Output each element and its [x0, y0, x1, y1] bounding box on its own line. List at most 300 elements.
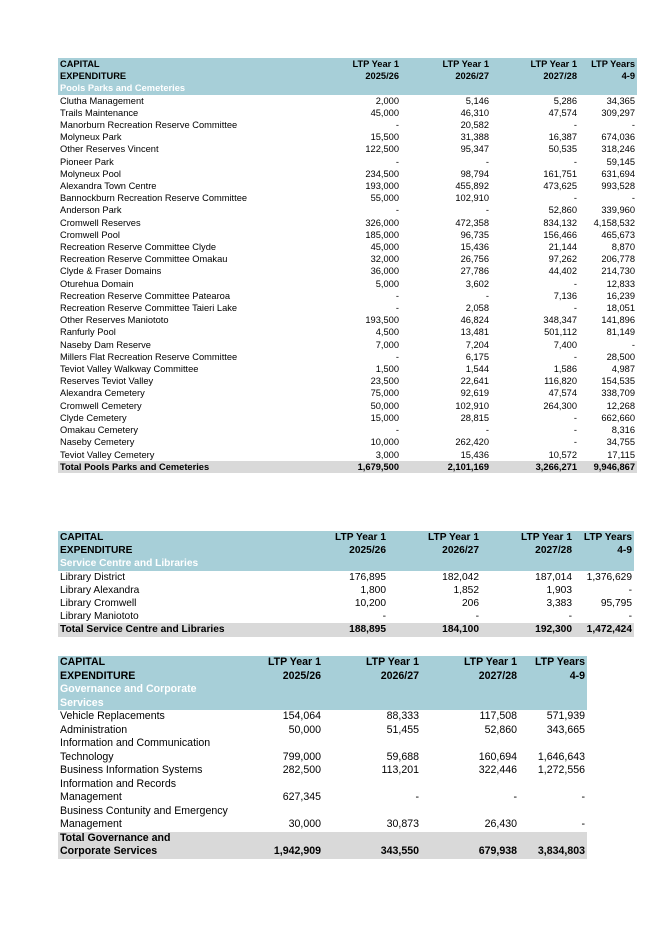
- row-label: Omakau Cemetery: [60, 425, 139, 436]
- table-row: [58, 290, 637, 302]
- total-value: 1,679,500: [270, 461, 401, 473]
- row-value: -: [573, 120, 577, 131]
- row-value: 16,387: [548, 132, 577, 143]
- row-value: 182,042: [442, 571, 479, 583]
- category-row: [58, 82, 637, 94]
- table-row: [58, 751, 587, 765]
- row-value: 113,201: [381, 764, 419, 776]
- table-row: [58, 204, 637, 216]
- row-value: 117,508: [479, 710, 517, 722]
- row-value: -: [573, 437, 577, 448]
- header-year-col4: 4-9: [579, 70, 637, 82]
- table-row: [58, 95, 637, 107]
- table-row: [58, 387, 637, 399]
- row-value: 50,535: [548, 144, 577, 155]
- total-value: 188,895: [258, 623, 388, 636]
- row-value: -: [631, 120, 635, 131]
- row-label: Manorburn Recreation Reserve Committee: [60, 120, 238, 131]
- row-value: 206,778: [601, 254, 635, 265]
- header-col1: LTP Year 1: [258, 531, 388, 544]
- row-label: Naseby Dam Reserve: [60, 339, 151, 350]
- table-row: [58, 724, 587, 738]
- row-value: 44,402: [548, 266, 577, 277]
- total-value: 192,300: [481, 623, 574, 636]
- row-label: Cromwell Cemetery: [60, 400, 142, 411]
- row-value: -: [485, 205, 489, 216]
- table-row-label-line: [58, 737, 587, 751]
- row-value: 4,987: [611, 364, 635, 375]
- header-year-col1: 2025/26: [258, 670, 323, 684]
- row-value: 7,136: [553, 290, 577, 301]
- row-value: -: [395, 351, 399, 362]
- category-row: [58, 557, 634, 570]
- row-label: Reserves Teviot Valley: [60, 376, 154, 387]
- row-value: 993,528: [601, 181, 635, 192]
- row-value: -: [415, 791, 419, 803]
- row-value: 4,158,532: [593, 217, 635, 228]
- row-value: -: [485, 156, 489, 167]
- table-row: [58, 339, 637, 351]
- header-col3: LTP Year 1: [491, 58, 579, 70]
- header-year-col4: 4-9: [519, 670, 587, 684]
- table-row: [58, 119, 637, 131]
- header-col1: LTP Year 1: [270, 58, 401, 70]
- table-row: [58, 363, 637, 375]
- row-label: Administration: [60, 723, 128, 736]
- row-value: 1,376,629: [586, 571, 632, 583]
- table-row: [58, 375, 637, 387]
- header-year-col3: 2027/28: [421, 670, 519, 684]
- row-value: 571,939: [546, 710, 585, 722]
- row-value: 6,175: [465, 351, 489, 362]
- row-label: Recreation Reserve Committee Patearoa: [60, 290, 231, 301]
- row-value: -: [485, 425, 489, 436]
- row-value: 5,286: [553, 95, 577, 106]
- row-label: Cromwell Pool: [60, 229, 120, 240]
- row-value: -: [631, 193, 635, 204]
- row-label: Business Information Systems: [60, 764, 203, 776]
- row-value: 96,735: [460, 229, 489, 240]
- row-label: Management: [60, 791, 122, 803]
- total-label: Total Pools Parks and Cemeteries: [58, 461, 270, 473]
- header-capital: CAPITAL: [58, 656, 258, 670]
- category-label: Service Centre and Libraries: [58, 557, 634, 570]
- row-value: 97,262: [548, 254, 577, 265]
- row-value: 20,582: [460, 120, 489, 131]
- header-year-col1: 2025/26: [258, 544, 388, 557]
- header-year-col1: 2025/26: [270, 70, 401, 82]
- row-value: 156,466: [543, 229, 577, 240]
- row-value: 1,800: [360, 584, 386, 596]
- table-row: [58, 314, 637, 326]
- row-value: -: [382, 611, 386, 623]
- row-value: 28,815: [460, 412, 489, 423]
- table-row: [58, 278, 637, 290]
- row-value: 1,500: [375, 364, 399, 375]
- row-label: Clutha Management: [60, 95, 144, 106]
- total-value: 679,938: [421, 845, 519, 859]
- header-year-col4: 4-9: [574, 544, 634, 557]
- row-value: 92,619: [460, 388, 489, 399]
- row-value: -: [395, 425, 399, 436]
- table-row: [58, 229, 637, 241]
- row-value: 15,436: [460, 242, 489, 253]
- row-label: Millers Flat Recreation Reserve Committee: [60, 351, 238, 362]
- row-value: -: [395, 290, 399, 301]
- category-row: [58, 697, 587, 711]
- row-value: 8,316: [611, 425, 635, 436]
- row-value: 12,833: [606, 278, 635, 289]
- row-value: 1,272,556: [537, 764, 585, 776]
- pools-parks-cemeteries-table: [58, 58, 637, 473]
- row-label: Vehicle Replacements: [60, 710, 165, 722]
- header-col4: LTP Years: [519, 656, 587, 670]
- row-label: Library Alexandra: [60, 584, 140, 596]
- total-value: 9,946,867: [579, 461, 637, 473]
- row-value: 12,268: [606, 400, 635, 411]
- row-value: 5,146: [465, 95, 489, 106]
- row-value: 55,000: [370, 193, 399, 204]
- row-value: 234,500: [365, 168, 399, 179]
- row-value: 32,000: [370, 254, 399, 265]
- header-capital: CAPITAL: [58, 531, 258, 544]
- table-row: [58, 710, 587, 724]
- row-value: 46,824: [460, 315, 489, 326]
- row-value: 3,602: [465, 278, 489, 289]
- header-col4: LTP Years: [579, 58, 637, 70]
- row-label: Oturehua Domain: [60, 278, 134, 289]
- row-value: -: [513, 791, 517, 803]
- row-value: 7,000: [375, 339, 399, 350]
- row-value: -: [395, 120, 399, 131]
- header-col4: LTP Years: [574, 531, 634, 544]
- row-value: -: [395, 205, 399, 216]
- header-year-col2: 2026/27: [388, 544, 481, 557]
- row-value: -: [568, 611, 572, 623]
- row-label: Cromwell Reserves: [60, 217, 141, 228]
- header-col3: LTP Year 1: [421, 656, 519, 670]
- table-header-row: [58, 544, 634, 557]
- table-header-row: [58, 531, 634, 544]
- row-value: 59,145: [606, 156, 635, 167]
- row-value: 343,665: [546, 723, 585, 736]
- row-value: 26,430: [484, 818, 517, 830]
- table-row: [58, 302, 637, 314]
- row-value: 262,420: [455, 437, 489, 448]
- row-value: 214,730: [601, 266, 635, 277]
- row-value: 473,625: [543, 181, 577, 192]
- row-value: 339,960: [601, 205, 635, 216]
- row-value: 472,358: [455, 217, 489, 228]
- row-value: 30,000: [288, 818, 321, 830]
- row-value: 21,144: [548, 242, 577, 253]
- row-value: -: [628, 584, 632, 596]
- header-col2: LTP Year 1: [401, 58, 491, 70]
- row-label: Management: [60, 818, 122, 830]
- row-value: 17,115: [607, 449, 635, 460]
- row-value: 45,000: [370, 242, 399, 253]
- row-value: 2,058: [465, 303, 489, 314]
- table-row: [58, 597, 634, 610]
- row-value: 1,646,643: [537, 750, 585, 763]
- row-value: 45,000: [370, 107, 399, 118]
- table-row: [58, 449, 637, 461]
- row-value: 264,300: [543, 400, 577, 411]
- header-year-col3: 2027/28: [491, 70, 579, 82]
- table-row-label-line: [58, 805, 587, 819]
- row-label: Molyneux Park: [60, 132, 122, 143]
- row-label: Recreation Reserve Committee Omakau: [60, 254, 228, 265]
- row-value: 326,000: [365, 217, 399, 228]
- total-value: 343,550: [323, 845, 421, 859]
- row-value: 95,347: [460, 144, 489, 155]
- row-value: -: [475, 611, 479, 623]
- row-value: 662,660: [601, 412, 635, 423]
- row-label: Molyneux Pool: [60, 168, 121, 179]
- row-label: Ranfurly Pool: [60, 327, 116, 338]
- row-value: 27,786: [460, 266, 489, 277]
- row-value: 1,586: [553, 364, 577, 375]
- row-value: -: [581, 818, 585, 830]
- row-value: 116,820: [544, 376, 577, 387]
- row-value: 31,388: [460, 132, 489, 143]
- row-value: 176,895: [349, 571, 386, 583]
- row-value: 102,910: [455, 193, 489, 204]
- row-value: 95,795: [600, 598, 632, 610]
- row-value: 154,064: [282, 710, 321, 722]
- total-label: Corporate Services: [58, 845, 258, 859]
- table-row: [58, 584, 634, 597]
- row-value: -: [573, 303, 577, 314]
- table-row: [58, 168, 637, 180]
- row-value: 16,239: [606, 290, 635, 301]
- row-value: 7,400: [553, 339, 577, 350]
- row-value: 161,751: [543, 168, 577, 179]
- row-label: Anderson Park: [60, 205, 122, 216]
- row-value: 348,347: [543, 315, 577, 326]
- row-value: 102,910: [455, 400, 489, 411]
- row-value: 187,014: [535, 571, 572, 583]
- row-value: 122,500: [365, 144, 399, 155]
- row-label: Alexandra Cemetery: [60, 388, 145, 399]
- row-value: 47,574: [548, 107, 577, 118]
- row-value: 81,149: [606, 327, 635, 338]
- header-expenditure: EXPENDITURE: [58, 670, 258, 684]
- row-value: -: [395, 303, 399, 314]
- row-value: 10,200: [354, 598, 386, 610]
- row-value: 52,860: [548, 205, 577, 216]
- row-value: 13,481: [460, 327, 489, 338]
- row-value: -: [573, 156, 577, 167]
- row-value: 34,365: [606, 95, 635, 106]
- row-value: 206: [462, 598, 479, 610]
- row-value: 501,112: [544, 327, 577, 338]
- row-value: -: [631, 339, 635, 350]
- row-value: 50,000: [370, 400, 399, 411]
- row-value: 15,000: [370, 412, 399, 423]
- row-value: -: [395, 156, 399, 167]
- row-value: 799,000: [282, 750, 321, 763]
- header-year-col2: 2026/27: [323, 670, 421, 684]
- row-label: Teviot Valley Walkway Committee: [60, 364, 199, 375]
- category-label-line1: Governance and Corporate: [58, 683, 587, 697]
- row-value: 318,246: [601, 144, 635, 155]
- row-value: 34,755: [606, 437, 635, 448]
- header-year-col2: 2026/27: [401, 70, 491, 82]
- table-row: [58, 610, 634, 623]
- header-col1: LTP Year 1: [258, 656, 323, 670]
- row-label: Pioneer Park: [60, 156, 114, 167]
- row-value: 28,500: [606, 351, 635, 362]
- row-value: -: [581, 791, 585, 803]
- row-value: 674,036: [601, 132, 635, 143]
- row-label: Recreation Reserve Committee Taieri Lake: [60, 303, 238, 314]
- table-row: [58, 326, 637, 338]
- total-label: Total Governance and: [58, 832, 587, 846]
- table-row: [58, 351, 637, 363]
- row-label: Clyde & Fraser Domains: [60, 266, 162, 277]
- row-value: 88,333: [386, 710, 419, 722]
- row-value: 10,572: [548, 449, 577, 460]
- row-label: Library Cromwell: [60, 598, 137, 610]
- service-centre-libraries-table: [58, 531, 634, 637]
- table-row: [58, 764, 587, 778]
- row-value: 5,000: [375, 278, 399, 289]
- row-label: Trails Maintenance: [60, 107, 139, 118]
- header-capital: CAPITAL: [58, 58, 270, 70]
- header-col2: LTP Year 1: [388, 531, 481, 544]
- category-row: [58, 683, 587, 697]
- total-label: Total Service Centre and Libraries: [58, 623, 258, 636]
- row-value: 282,500: [282, 764, 321, 776]
- total-value: 184,100: [388, 623, 481, 636]
- row-value: 75,000: [370, 388, 399, 399]
- row-label: Teviot Valley Cemetery: [60, 449, 155, 460]
- row-value: -: [573, 193, 577, 204]
- table-row: [58, 265, 637, 277]
- header-col3: LTP Year 1: [481, 531, 574, 544]
- table-row: [58, 412, 637, 424]
- row-label: Alexandra Town Centre: [60, 181, 157, 192]
- total-row: [58, 845, 587, 859]
- row-value: 36,000: [370, 266, 399, 277]
- governance-corporate-table: [58, 656, 587, 859]
- table-row: [58, 131, 637, 143]
- row-value: 47,574: [548, 388, 577, 399]
- row-value: -: [573, 351, 577, 362]
- table-row: [58, 424, 637, 436]
- row-value: 154,535: [601, 376, 635, 387]
- row-label: Naseby Cemetery: [60, 437, 135, 448]
- table-row: [58, 818, 587, 832]
- total-value: 3,834,803: [519, 845, 587, 859]
- row-value: 338,709: [601, 388, 635, 399]
- header-expenditure: EXPENDITURE: [58, 544, 258, 557]
- row-value: 59,688: [386, 750, 419, 763]
- header-col2: LTP Year 1: [323, 656, 421, 670]
- row-label: Bannockburn Recreation Reserve Committee: [60, 193, 248, 204]
- row-value: 46,310: [460, 107, 489, 118]
- row-value: -: [628, 611, 632, 623]
- row-value: 15,436: [460, 449, 489, 460]
- row-value: 627,345: [282, 791, 321, 803]
- table-row-label-line: [58, 778, 587, 792]
- row-value: 1,544: [465, 364, 489, 375]
- total-value: 2,101,169: [401, 461, 491, 473]
- table-row: [58, 107, 637, 119]
- row-value: 455,892: [455, 181, 489, 192]
- row-value: 1,903: [546, 584, 572, 596]
- row-value: 141,896: [601, 315, 635, 326]
- table-row: [58, 143, 637, 155]
- row-label: Library Maniototo: [60, 611, 139, 623]
- row-value: -: [573, 412, 577, 423]
- row-value: 51,455: [386, 723, 419, 736]
- total-value: 1,472,424: [574, 623, 634, 636]
- table-row: [58, 400, 637, 412]
- row-value: 26,756: [460, 254, 489, 265]
- row-value: 10,000: [370, 437, 399, 448]
- row-value: 7,204: [465, 339, 489, 350]
- row-label: Business Contunity and Emergency: [60, 804, 228, 817]
- row-value: 193,500: [365, 315, 399, 326]
- row-label: Clyde Cemetery: [60, 412, 127, 423]
- row-label: Information and Records: [60, 777, 177, 790]
- table-row: [58, 156, 637, 168]
- table-row: [58, 253, 637, 265]
- total-row: [58, 461, 637, 473]
- row-value: -: [573, 425, 577, 436]
- table-header-row: [58, 70, 637, 82]
- row-label: Other Reserves Vincent: [60, 144, 159, 155]
- row-value: 3,000: [375, 449, 399, 460]
- category-label-line2: Services: [58, 697, 587, 711]
- row-value: -: [573, 278, 577, 289]
- table-header-row: [58, 656, 587, 670]
- row-label: Other Reserves Maniototo: [60, 315, 169, 326]
- row-value: 98,794: [460, 168, 489, 179]
- row-value: 18,051: [606, 303, 635, 314]
- row-value: 23,500: [370, 376, 399, 387]
- total-row: [58, 623, 634, 636]
- row-value: 160,694: [478, 750, 517, 763]
- row-value: 834,132: [543, 217, 577, 228]
- row-value: 2,000: [375, 95, 399, 106]
- table-header-row: [58, 58, 637, 70]
- row-value: 4,500: [375, 327, 399, 338]
- total-value: 1,942,909: [258, 845, 323, 859]
- row-value: 3,383: [546, 598, 572, 610]
- row-value: 22,641: [460, 376, 489, 387]
- row-label: Information and Communication: [60, 737, 211, 749]
- total-value: 3,266,271: [491, 461, 579, 473]
- row-value: 15,500: [370, 132, 399, 143]
- row-label: Library District: [60, 571, 126, 583]
- row-value: 8,870: [611, 242, 635, 253]
- row-value: 465,673: [601, 229, 635, 240]
- row-value: 30,873: [386, 818, 419, 830]
- table-row: [58, 192, 637, 204]
- row-value: 309,297: [601, 107, 635, 118]
- row-value: 1,852: [453, 584, 479, 596]
- row-value: 631,694: [601, 168, 635, 179]
- table-header-row: [58, 670, 587, 684]
- row-value: -: [485, 290, 489, 301]
- row-value: 52,860: [484, 723, 517, 736]
- header-expenditure: EXPENDITURE: [58, 70, 270, 82]
- category-label: Pools Parks and Cemeteries: [58, 82, 637, 94]
- table-row: [58, 571, 634, 584]
